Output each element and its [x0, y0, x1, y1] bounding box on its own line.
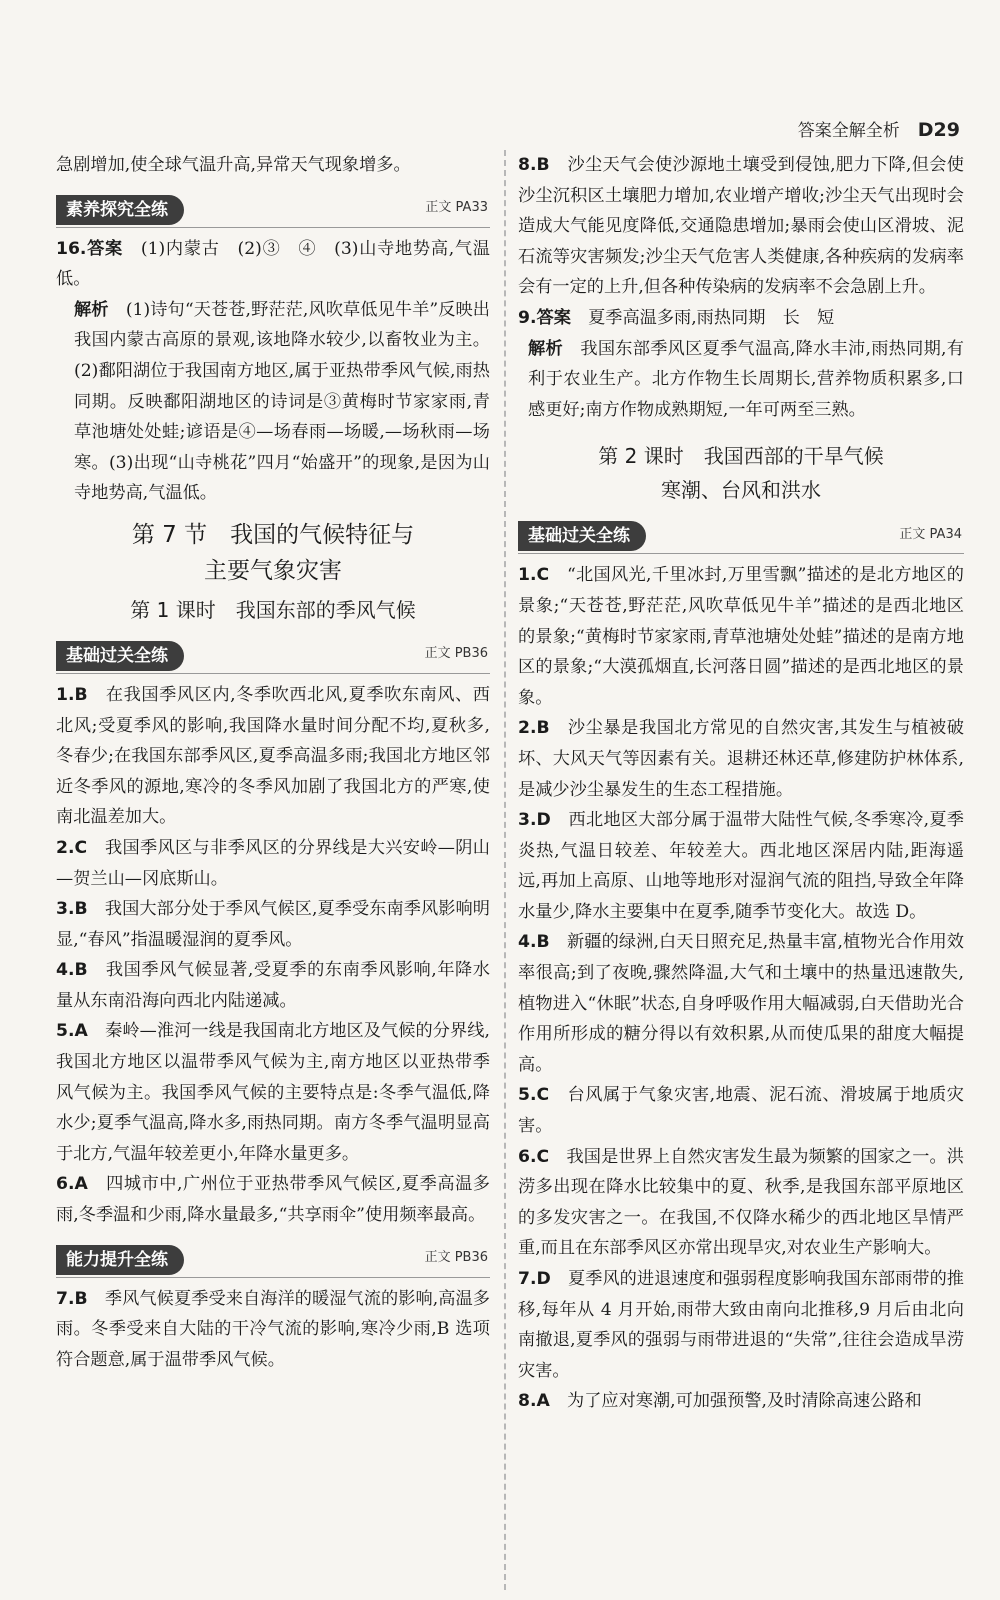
q-text: 新疆的绿洲,白天日照充足,热量丰富,植物光合作用效率很高;到了夜晚,骤然降温,大气和土壤中的热量迅速散失,植物进入“休眠”状态,自身呼吸作用大幅减弱,白天借助光合作用所形成的糖分得以有效积累,从而使瓜果的甜度大幅提高。 — [518, 932, 964, 1075]
q-number: 2.C — [56, 837, 88, 858]
left-answer-list — [56, 680, 490, 1231]
q-number: 7.D — [518, 1269, 551, 1289]
lesson-title: 第 1 课时 我国东部的季风气候 — [130, 597, 416, 622]
answer-item — [518, 927, 964, 1080]
section-title-line1: 第 7 节 我国的气候特征与 — [131, 521, 415, 548]
banner-ref: 正文 PB36 — [424, 646, 488, 662]
page-header — [798, 116, 960, 141]
left-column — [56, 150, 490, 1375]
lesson-title-line2: 寒潮、台风和洪水 — [661, 478, 821, 503]
q16-answer — [56, 234, 490, 295]
q-text: 沙尘暴是我国北方常见的自然灾害,其发生与植被破坏、大风天气等因素有关。退耕还林还草,修建防护林体系,是减少沙尘暴发生的生态工程措施。 — [518, 718, 964, 800]
q-text: 季风气候夏季受来自海洋的暖湿气流的影响,高温多雨。冬季受来自大陆的干冷气流的影响,寒冷少雨,B 选项符合题意,属于温带季风气候。 — [56, 1288, 490, 1370]
answer-item — [518, 560, 964, 713]
q-number: 4.B — [518, 932, 550, 953]
q-number: 8.A — [518, 1391, 550, 1412]
q-number: 3.B — [56, 899, 88, 920]
q-number: 3.D — [518, 810, 551, 831]
section-banner-basic — [518, 519, 964, 554]
q-number: 6.A — [56, 1174, 88, 1195]
answer-item — [56, 833, 490, 894]
column-divider — [504, 150, 506, 1590]
banner-ref: 正文 PA34 — [899, 526, 962, 542]
right-column — [518, 150, 964, 1417]
answer-label: 答案 — [536, 307, 571, 328]
banner-label: 基础过关全练 — [518, 521, 646, 551]
banner-label: 能力提升全练 — [56, 1245, 184, 1275]
q-text: 沙尘天气会使沙源地土壤受到侵蚀,肥力下降,但会使沙尘沉积区土壤肥力增加,农业增产增收;沙尘天气出现时会造成大气能见度降低,交通隐患增加;暴雨会使山区滑坡、泥石流等灾害频发;沙尘天气危害人类健康,各种疾病的发病率会有一定的上升,但各种传染病的发病率不会急剧上升。 — [518, 155, 964, 298]
header-title: 答案全解全析 — [797, 121, 900, 141]
q-text: 我国大部分处于季风气候区,夏季受东南季风影响明显,“春风”指温暖湿润的夏季风。 — [56, 899, 490, 950]
q-number: 16. — [56, 238, 87, 259]
q-text: 西北地区大部分属于温带大陆性气候,冬季寒冷,夏季炎热,气温日较差、年较差大。西北地区深居内陆,距海遥远,再加上高原、山地等地形对湿润气流的阻挡,导致全年降水量少,降水主要集中在夏季,随季节变化大。故选 D。 — [518, 810, 964, 922]
answer-item — [518, 713, 964, 805]
page-number: D29 — [917, 119, 960, 141]
right-answer-list — [518, 560, 964, 1417]
answer-item — [56, 1016, 490, 1169]
answer-item — [518, 1386, 964, 1417]
banner-label: 基础过关全练 — [56, 641, 184, 671]
answer-item — [518, 1080, 964, 1141]
q-number: 6.C — [518, 1146, 550, 1167]
q-text: 夏季风的进退速度和强弱程度影响我国东部雨带的推移,每年从 4 月开始,雨带大致由南向北推移,9 月后由北向南撤退,夏季风的强弱与雨带进退的“失常”,往往会造成旱涝灾害。 — [518, 1269, 964, 1381]
answer-item — [518, 805, 964, 927]
q-text: 为了应对寒潮,可加强预警,及时清除高速公路和 — [567, 1391, 922, 1412]
answer-item — [56, 894, 490, 955]
q-number: 2.B — [518, 718, 550, 739]
banner-ref: 正文 PA33 — [425, 200, 488, 215]
q-text: “北国风光,千里冰封,万里雪飘”描述的是北方地区的景象;“天苍苍,野茫茫,风吹草低见牛羊”描述的是西北地区的景象;“黄梅时节家家雨,青草池塘处处蛙”描述的是南方地区的景象;“大漠孤烟直,长河落日圆”描述的是西北地区的景象。 — [518, 565, 964, 708]
q-text: 秦岭—淮河一线是我国南北方地区及气候的分界线,我国北方地区以温带季风气候为主,南方地区以亚热带季风气候为主。我国季风气候的主要特点是:冬季气温低,降水少;夏季气温高,降水多,雨热同期。南方冬季气温明显高于北方,气温年较差更小,年降水量更多。 — [56, 1021, 490, 1164]
section-banner-ability — [56, 1243, 490, 1278]
q-text: 我国季风区与非季风区的分界线是大兴安岭—阴山—贺兰山—冈底斯山。 — [56, 837, 490, 889]
section-title-line2: 主要气象灾害 — [204, 557, 342, 584]
banner-label: 素养探究全练 — [56, 195, 184, 225]
analysis-label: 解析 — [528, 338, 563, 359]
q9-answer — [518, 303, 964, 334]
answer-item — [56, 1284, 490, 1376]
section-title — [56, 517, 490, 589]
q-number: 8.B — [518, 155, 550, 175]
q-number: 4.B — [56, 960, 88, 981]
answer-item — [518, 1264, 964, 1386]
q-number: 7.B — [56, 1288, 88, 1309]
answer-item — [56, 680, 490, 833]
lesson-title-line1: 第 2 课时 我国西部的干旱气候 — [598, 444, 884, 469]
answer-item — [518, 150, 964, 303]
answer-item — [56, 1169, 490, 1230]
answer-label: 答案 — [86, 238, 123, 259]
q-text: 在我国季风区内,冬季吹西北风,夏季吹东南风、西北风;受夏季风的影响,我国降水量时间分配不均,夏秋多,冬春少;在我国东部季风区,夏季高温多雨;我国北方地区邻近冬季风的源地,寒冷的冬季风加剧了我国北方的严寒,使南北温差加大。 — [56, 684, 490, 828]
analysis-text: 我国东部季风区夏季气温高,降水丰沛,雨热同期,有利于农业生产。北方作物生长周期长,营养物质积累多,口感更好;南方作物成熟期短,一年可两至三熟。 — [528, 338, 964, 420]
q-number: 1.B — [56, 684, 88, 705]
q9-analysis — [518, 334, 964, 426]
q-number: 5.A — [56, 1021, 88, 1042]
banner-ref: 正文 PB36 — [424, 1250, 488, 1266]
answer-text: (1)内蒙古 (2)③ ④ (3)山寺地势高,气温低。 — [56, 238, 490, 290]
q-number: 5.C — [518, 1085, 550, 1106]
section-banner-literacy — [56, 193, 490, 228]
analysis-label: 解析 — [74, 299, 109, 320]
answer-item — [518, 1142, 964, 1264]
q-number: 9. — [518, 307, 537, 328]
q16-analysis — [56, 295, 490, 509]
section-banner-basic — [56, 639, 490, 674]
q-text: 我国季风气候显著,受夏季的东南季风影响,年降水量从东南沿海向西北内陆递减。 — [56, 960, 490, 1011]
q-number: 1.C — [518, 565, 550, 586]
q-text: 我国是世界上自然灾害发生最为频繁的国家之一。洪涝多出现在降水比较集中的夏、秋季,是我国东部平原地区的多发灾害之一。在我国,不仅降水稀少的西北地区旱情严重,而且在东部季风区亦常出现旱灾,对农业生产影响大。 — [518, 1146, 964, 1259]
answer-item — [56, 955, 490, 1016]
analysis-text: (1)诗句“天苍苍,野茫茫,风吹草低见牛羊”反映出我国内蒙古高原的景观,该地降水较少,以畜牧业为主。(2)鄱阳湖位于我国南方地区,属于亚热带季风气候,雨热同期。反映鄱阳湖地区的诗词是③黄梅时节家家雨,青草池塘处处蛙;谚语是④—场春雨—场暖,—场秋雨—场寒。(3)出现“山寺桃花”四月“始盛开”的现象,是因为山寺地势高,气温低。 — [74, 299, 490, 504]
q-text: 台风属于气象灾害,地震、泥石流、滑坡属于地质灾害。 — [518, 1085, 964, 1137]
lesson-title — [518, 439, 964, 507]
q-text: 四城市中,广州位于亚热带季风气候区,夏季高温多雨,冬季温和少雨,降水量最多,“共享雨伞”使用频率最高。 — [56, 1174, 490, 1226]
intro-text: 急剧增加,使全球气温升高,异常天气现象增多。 — [56, 155, 411, 175]
answer-text: 夏季高温多雨,雨热同期 长 短 — [588, 307, 835, 328]
